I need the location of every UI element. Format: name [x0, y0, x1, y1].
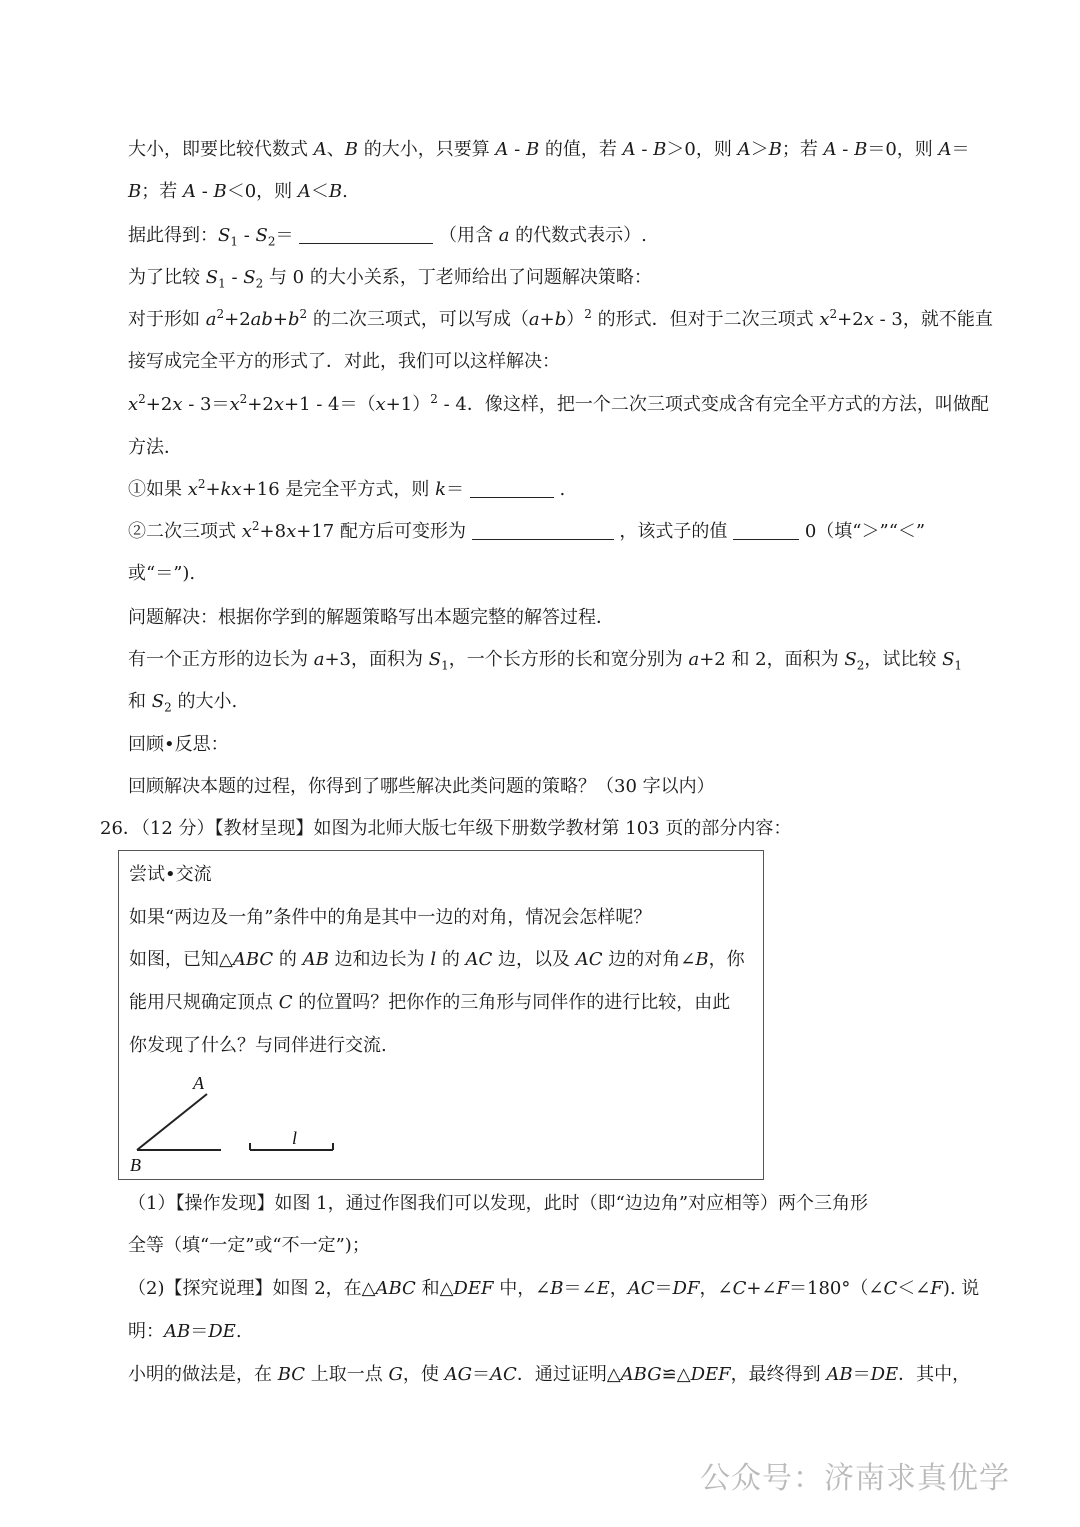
text-line: 有一个正方形的边长为 a+3，面积为 $S_1$，一个长方形的长和宽分别为 a+2 和 2，面积为 $S_2$，试比较 $S_1$	[128, 649, 963, 673]
text-line: 大小，即要比较代数式 A、B 的大小，只要算 A - B 的值，若 A - B＞0，则 A＞B；若 A - B＝0，则 A＝	[128, 139, 970, 160]
text-line: （2)【探究说理】如图 2，在△ABC 和△DEF 中，∠B＝∠E，AC＝DF，∠C+∠F＝180°（∠C＜∠F). 说	[128, 1278, 980, 1299]
box-title: 尝试•交流	[129, 864, 212, 885]
box-text: 你发现了什么？与同伴进行交流.	[129, 1035, 387, 1056]
watermark: 公众号：济南求真优学	[700, 1461, 1010, 1496]
text-line: ①如果 $x^2+kx+16$ 是完全平方式，则 k＝ .	[128, 477, 566, 500]
text-line: 或“＝”).	[128, 563, 196, 584]
text-line: 对于形如 $a^2+2ab+b^2$ 的二次三项式，可以写成$(a+b)^2$ 的形式．但对于二次三项式 $x^2+2x - 3$，就不能直	[128, 307, 993, 330]
text-line: B；若 A - B＜0，则 A＜B.	[128, 181, 348, 202]
text-line: 小明的做法是，在 BC 上取一点 G，使 AG＝AC．通过证明△ABG≌△DEF，最终得到 AB＝DE．其中，	[128, 1364, 971, 1385]
box-text: 能用尺规确定顶点 C 的位置吗？把你作的三角形与同伴作的进行比较，由此	[129, 992, 731, 1013]
label-b: B	[130, 1155, 141, 1175]
text-line: 明：AB＝DE.	[128, 1321, 242, 1342]
text-line: 为了比较 $S_1 - S_2$ 与 0 的大小关系，丁老师给出了问题解决策略：	[128, 267, 652, 291]
textbook-excerpt-box	[118, 850, 764, 1180]
label-a: A	[193, 1073, 204, 1093]
text-line: ②二次三项式 $x^2+8x+17$ 配方后可变形为 ，该式子的值 0（填“＞”“＜”	[128, 519, 926, 542]
text-line: 回顾•反思：	[128, 734, 229, 755]
text-line: 和 $S_2$ 的大小.	[128, 691, 238, 715]
segment-ba	[137, 1094, 207, 1150]
label-l: l	[292, 1128, 298, 1148]
box-text: 如图，已知△ABC 的 AB 边和边长为 l 的 AC 边，以及 AC 边的对角∠B，你	[129, 949, 745, 970]
text-line: $x^2+2x - 3=x^2+2x+1 - 4=(x+1)^2 - 4$．像这样，把一个二次三项式变成含有完全平方式的方法，叫做配	[128, 392, 989, 415]
text-line: （1）【操作发现】如图 1，通过作图我们可以发现，此时（即“边边角”对应相等）两个三角形	[128, 1193, 869, 1214]
box-text: 如果“两边及一角”条件中的角是其中一边的对角，情况会怎样呢？	[129, 907, 652, 928]
question-heading: 26．（12 分）【教材呈现】如图为北师大版七年级下册数学教材第 103 页的部分内容：	[100, 818, 792, 839]
text-line: 据此得到：$S_1 - S_2=$ （用含 a 的代数式表示）.	[128, 225, 647, 249]
answer-blank[interactable]	[733, 521, 799, 540]
angle-figure	[119, 851, 765, 1181]
answer-blank[interactable]	[470, 479, 554, 498]
text-line: 方法．	[128, 437, 182, 458]
text-line: 问题解决：根据你学到的解题策略写出本题完整的解答过程．	[128, 607, 614, 628]
text-line: 接写成完全平方的形式了．对此，我们可以这样解决：	[128, 351, 560, 372]
text-line: 回顾解决本题的过程，你得到了哪些解决此类问题的策略？（30 字以内）	[128, 776, 715, 797]
answer-blank[interactable]	[299, 225, 433, 244]
answer-blank[interactable]	[472, 521, 614, 540]
text-line: 全等（填“一定”或“不一定”)；	[128, 1235, 370, 1256]
